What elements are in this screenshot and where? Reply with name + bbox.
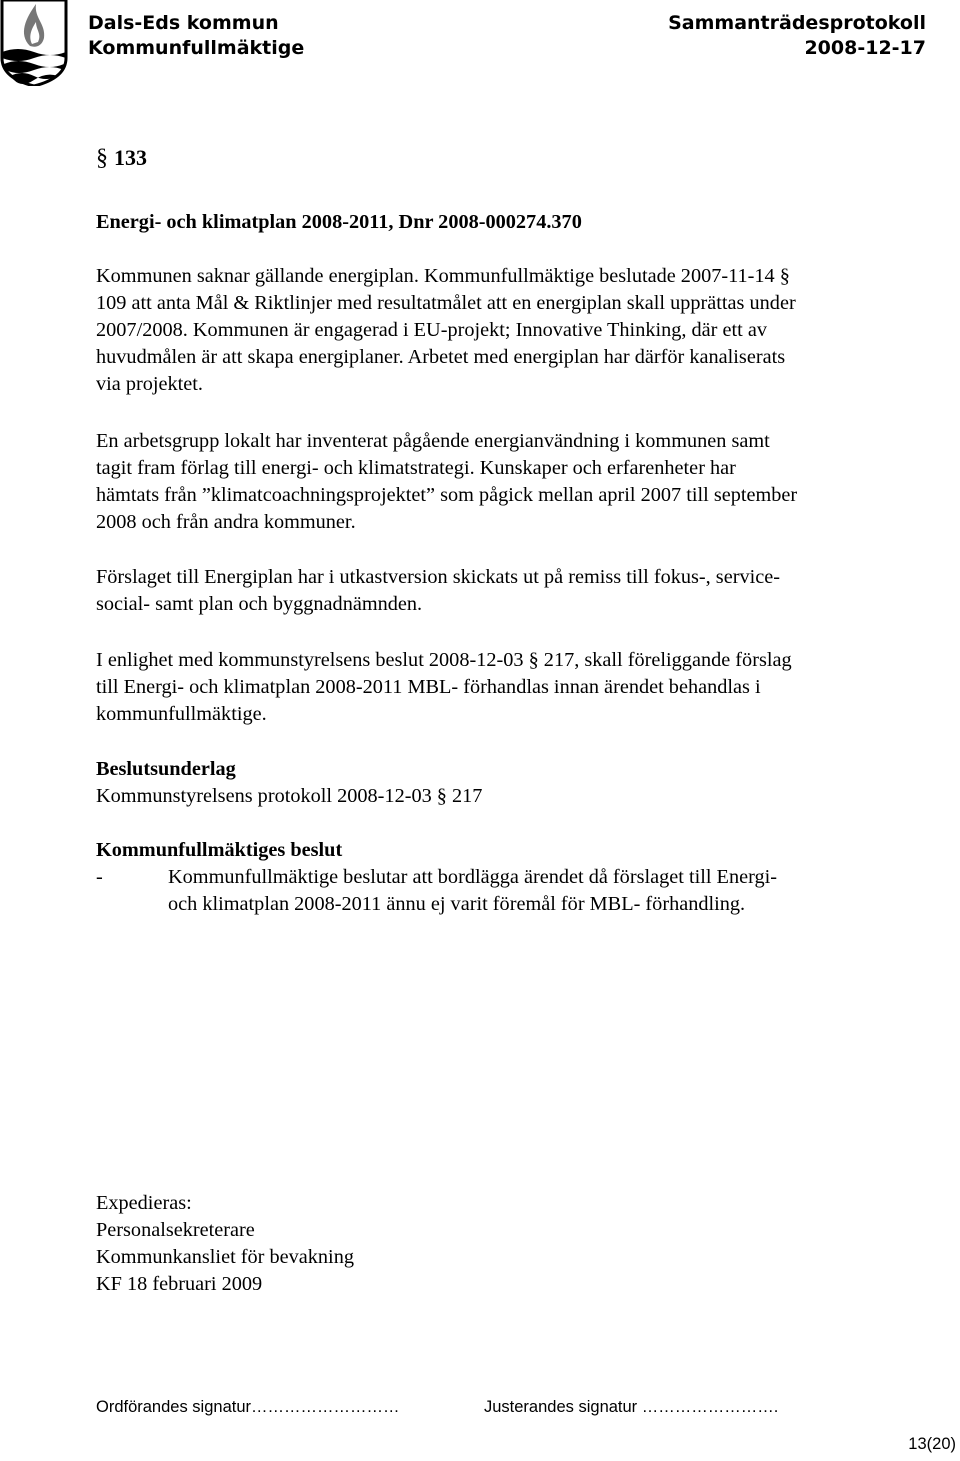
paragraph-line: hämtats från ”klimatcoachningsprojektet” som pågick mellan april 2007 till september bbox=[96, 484, 798, 506]
basis-text: Kommunstyrelsens protokoll 2008-12-03 § 217 bbox=[96, 785, 483, 807]
header-left bbox=[88, 11, 304, 61]
paragraph-line: Kommunen saknar gällande energiplan. Kommunfullmäktige beslutade 2007-11-14 § bbox=[96, 265, 790, 287]
paragraph-line: social- samt plan och byggnadnämnden. bbox=[96, 593, 423, 615]
section-number-value: 133 bbox=[114, 145, 147, 170]
paragraph-symbol: § bbox=[96, 145, 108, 171]
paragraph-line: huvudmålen är att skapa energiplaner. Arbetet med energiplan har därför kanaliserats bbox=[96, 346, 786, 368]
decision-text: Kommunfullmäktige beslutar att bordlägga ärendet då förslaget till Energi- bbox=[168, 866, 778, 888]
adjuster-signature: Justerandes signatur ……………………. bbox=[484, 1398, 779, 1416]
paragraph-line: kommunfullmäktige. bbox=[96, 703, 267, 725]
paragraph-3 bbox=[96, 564, 780, 618]
basis-heading: Beslutsunderlag bbox=[96, 758, 236, 780]
meeting-date: 2008-12-17 bbox=[804, 37, 926, 59]
item-title: Energi- och klimatplan 2008-2011, Dnr 2008-000274.370 bbox=[96, 211, 582, 233]
chair-signature: Ordförandes signatur……………………… bbox=[96, 1398, 400, 1416]
decision-item bbox=[96, 864, 777, 918]
dispatch-list bbox=[96, 1190, 354, 1298]
dispatch-line: Personalsekreterare bbox=[96, 1219, 255, 1241]
paragraph-1 bbox=[96, 263, 796, 398]
paragraph-line: En arbetsgrupp lokalt har inventerat pågående energianvändning i kommunen samt bbox=[96, 430, 770, 452]
paragraph-line: 109 att anta Mål & Riktlinjer med resultatmålet att en energiplan skall upprättas under bbox=[96, 292, 796, 314]
body-name: Kommunfullmäktige bbox=[88, 37, 305, 59]
paragraph-line: 2007/2008. Kommunen är engagerad i EU-projekt; Innovative Thinking, där ett av bbox=[96, 319, 767, 341]
decision-line bbox=[96, 864, 777, 891]
paragraph-line: I enlighet med kommunstyrelsens beslut 2008-12-03 § 217, skall föreliggande förslag bbox=[96, 649, 792, 671]
paragraph-line: via projektet. bbox=[96, 373, 204, 395]
org-name: Dals-Eds kommun bbox=[88, 12, 279, 34]
section-number bbox=[96, 145, 147, 172]
paragraph-4 bbox=[96, 647, 792, 728]
paragraph-line: Förslaget till Energiplan har i utkastversion skickats ut på remiss till fokus-, service- bbox=[96, 566, 780, 588]
paragraph-line: till Energi- och klimatplan 2008-2011 MBL- förhandlas innan ärendet behandlas i bbox=[96, 676, 761, 698]
paragraph-line: 2008 och från andra kommuner. bbox=[96, 511, 356, 533]
page-number: 13(20) bbox=[908, 1435, 956, 1453]
doc-type: Sammanträdesprotokoll bbox=[668, 12, 926, 34]
paragraph-2 bbox=[96, 428, 797, 536]
dispatch-line: Kommunkansliet för bevakning bbox=[96, 1246, 354, 1268]
bullet-dash: - bbox=[96, 866, 103, 888]
municipality-logo bbox=[0, 0, 68, 86]
paragraph-line: tagit fram förlag till energi- och klimatstrategi. Kunskaper och erfarenheter har bbox=[96, 457, 736, 479]
decision-line-2: och klimatplan 2008-2011 ännu ej varit föremål för MBL- förhandling. bbox=[168, 893, 746, 915]
decision-heading: Kommunfullmäktiges beslut bbox=[96, 839, 343, 861]
header-right bbox=[668, 11, 926, 61]
dispatch-line: Expedieras: bbox=[96, 1192, 192, 1214]
dispatch-line: KF 18 februari 2009 bbox=[96, 1273, 263, 1295]
